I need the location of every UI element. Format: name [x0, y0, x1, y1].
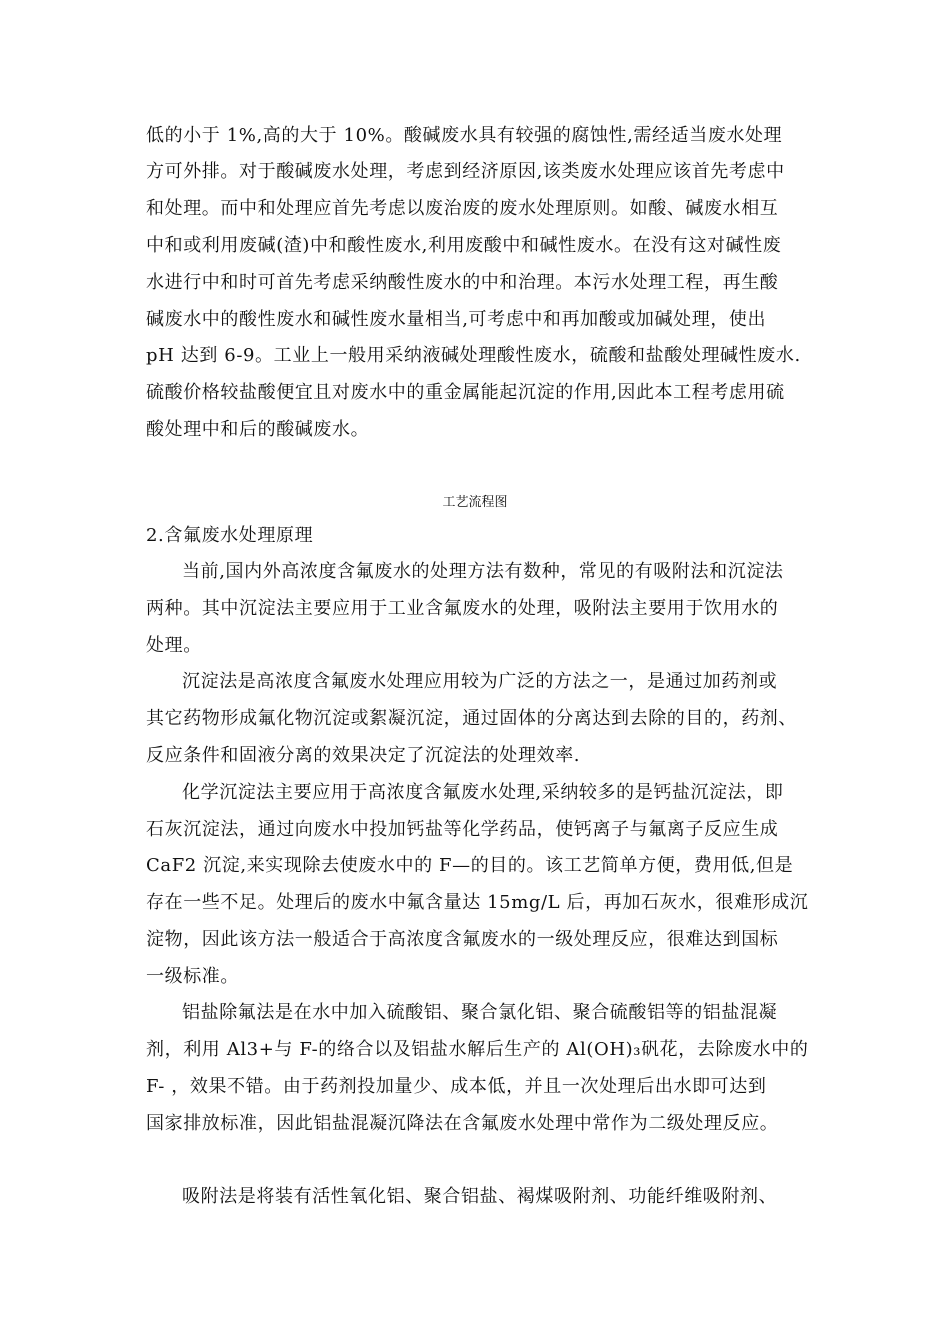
text-line: 存在一些不足。处理后的废水中氟含量达 15mg/L 后，再加石灰水，很难形成沉 — [146, 892, 809, 913]
text-line: 水进行中和时可首先考虑采纳酸性废水的中和治理。本污水处理工程，再生酸 — [146, 272, 779, 293]
text-line: 其它药物形成氟化物沉淀或絮凝沉淀，通过固体的分离达到去除的目的，药剂、 — [146, 708, 797, 729]
text-line: CaF2 沉淀,来实现除去使废水中的 F—的目的。该工艺简单方便，费用低,但是 — [146, 855, 794, 876]
figure-caption: 工艺流程图 — [442, 495, 508, 510]
text-line: 硫酸价格较盐酸便宜且对废水中的重金属能起沉淀的作用,因此本工程考虑用硫 — [146, 382, 785, 403]
text-line: 当前,国内外高浓度含氟废水的处理方法有数种，常见的有吸附法和沉淀法 — [182, 561, 784, 582]
text-line: 两种。其中沉淀法主要应用于工业含氟废水的处理，吸附法主要用于饮用水的 — [146, 598, 779, 619]
section-heading: 2.含氟废水处理原理 — [146, 525, 314, 546]
text-line: 剂，利用 Al3+与 F-的络合以及铝盐水解后生产的 Al(OH)₃矾花，去除废水中的 — [146, 1039, 809, 1060]
text-line: 一级标准。 — [146, 966, 239, 987]
text-line: 国家排放标准，因此铝盐混凝沉降法在含氟废水处理中常作为二级处理反应。 — [146, 1113, 779, 1134]
text-line: 方可外排。对于酸碱废水处理，考虑到经济原因,该类废水处理应该首先考虑中 — [146, 161, 785, 182]
text-line: 化学沉淀法主要应用于高浓度含氟废水处理,采纳较多的是钙盐沉淀法，即 — [182, 782, 784, 803]
text-line: 石灰沉淀法，通过向废水中投加钙盐等化学药品，使钙离子与氟离子反应生成 — [146, 819, 779, 840]
text-line: 低的小于 1%,高的大于 10%。酸碱废水具有较强的腐蚀性,需经适当废水处理 — [146, 125, 783, 146]
text-line: 碱废水中的酸性废水和碱性废水量相当,可考虑中和再加酸或加碱处理，使出 — [146, 309, 767, 330]
text-line: 和处理。而中和处理应首先考虑以废治废的废水处理原则。如酸、碱废水相互 — [146, 198, 779, 219]
text-line: pH 达到 6-9。工业上一般用采纳液碱处理酸性废水，硫酸和盐酸处理碱性废水. — [146, 345, 801, 366]
text-line: 酸处理中和后的酸碱废水。 — [146, 419, 370, 440]
text-line: 中和或利用废碱(渣)中和酸性废水,利用废酸中和碱性废水。在没有这对碱性废 — [146, 235, 782, 256]
text-line: 处理。 — [146, 635, 202, 656]
text-line: 吸附法是将装有活性氧化铝、聚合铝盐、褐煤吸附剂、功能纤维吸附剂、 — [182, 1186, 778, 1207]
text-line: 铝盐除氟法是在水中加入硫酸铝、聚合氯化铝、聚合硫酸铝等的铝盐混凝 — [182, 1002, 778, 1023]
text-line: 淀物，因此该方法一般适合于高浓度含氟废水的一级处理反应，很难达到国标 — [146, 929, 779, 950]
text-line: 反应条件和固液分离的效果决定了沉淀法的处理效率. — [146, 745, 581, 766]
text-line: 沉淀法是高浓度含氟废水处理应用较为广泛的方法之一，是通过加药剂或 — [182, 671, 778, 692]
text-line: F- ，效果不错。由于药剂投加量少、成本低，并且一次处理后出水即可达到 — [146, 1076, 767, 1097]
